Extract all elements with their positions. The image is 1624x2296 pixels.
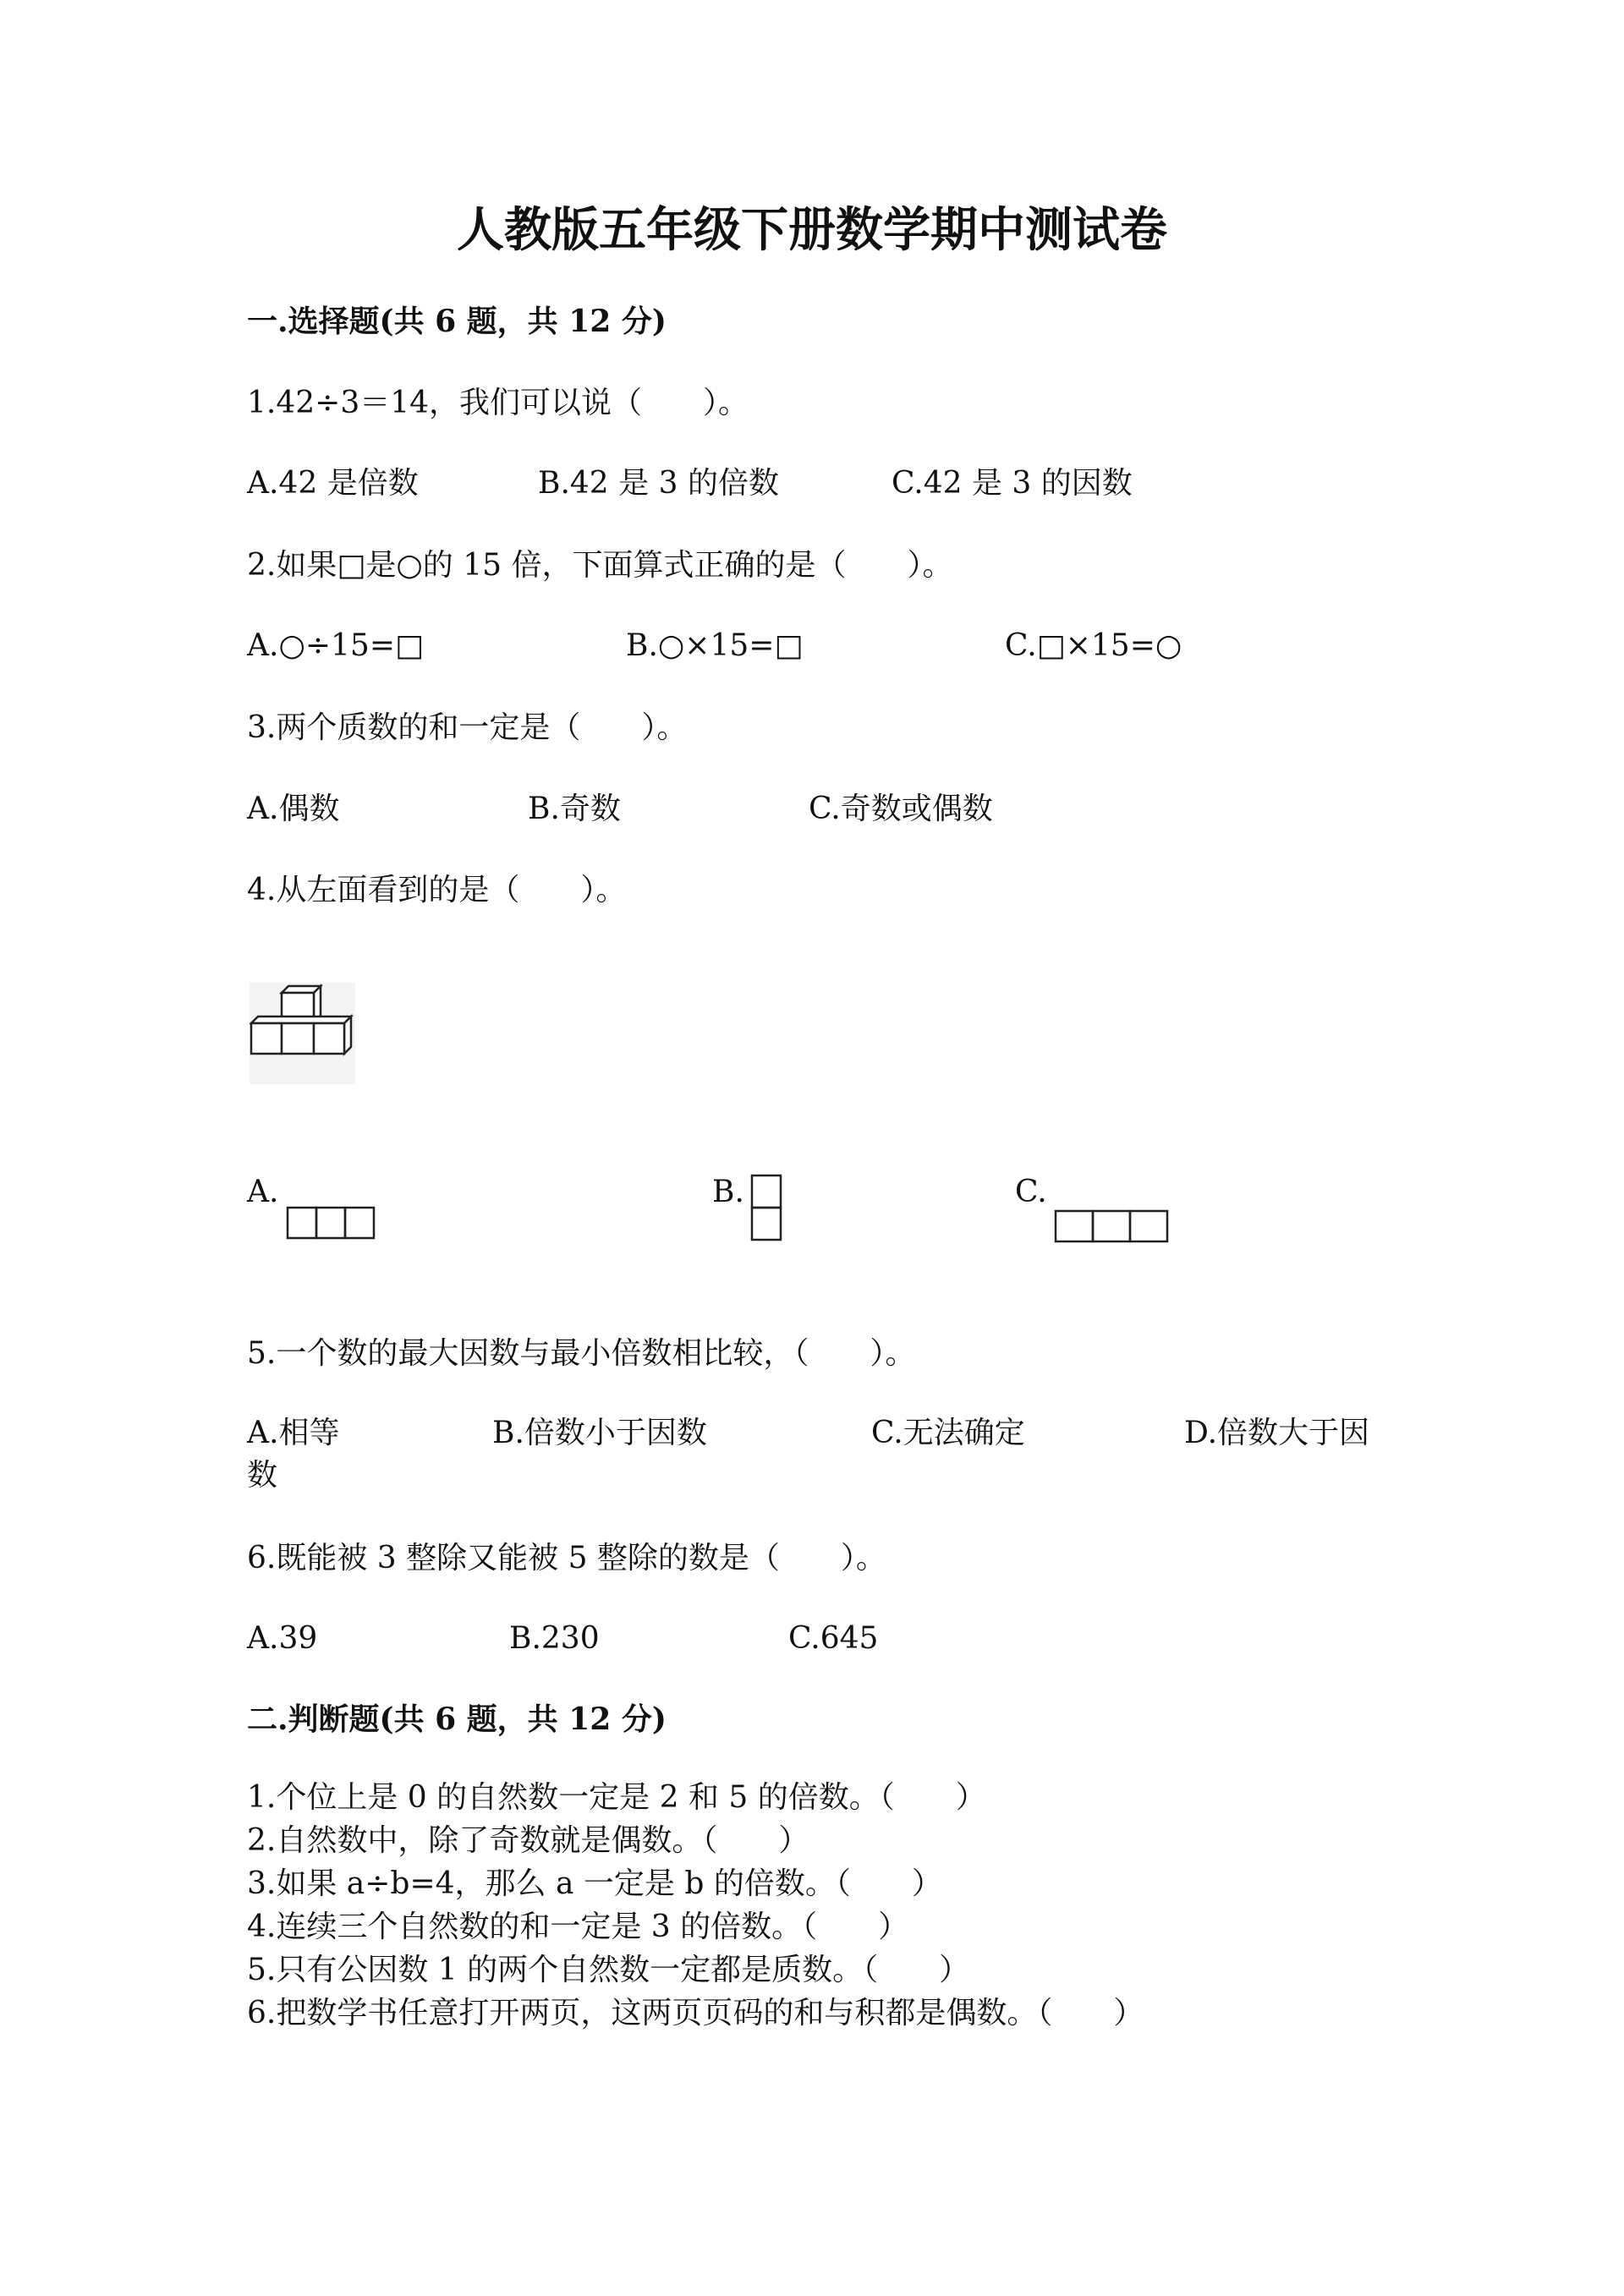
question-5: 5.一个数的最大因数与最小倍数相比较，（ ）。	[247, 1336, 916, 1371]
q3-option-a: A.偶数	[247, 792, 340, 826]
stacked-cubes-figure	[250, 983, 355, 1084]
judge-item-2: 2.自然数中，除了奇数就是偶数。（ ）	[247, 1823, 809, 1858]
q4-option-b: B.	[712, 1175, 744, 1209]
exam-title: 人教版五年级下册数学期中测试卷	[457, 202, 1167, 258]
q5-option-a: A.相等	[247, 1416, 340, 1450]
q4-option-a: A.	[247, 1175, 279, 1209]
q6-option-c: C.645	[788, 1621, 879, 1656]
q1-option-b: B.42 是 3 的倍数	[538, 466, 779, 501]
question-4: 4.从左面看到的是（ ）。	[247, 873, 627, 907]
section-heading-choice: 一.选择题(共 6 题，共 12 分)	[247, 304, 667, 339]
q5-option-d: D.倍数大于因	[1184, 1416, 1370, 1450]
q5-option-c: C.无法确定	[871, 1416, 1025, 1450]
question-2: 2.如果□是○的 15 倍，下面算式正确的是（ ）。	[247, 548, 953, 583]
q2-option-b: B.○×15=□	[626, 628, 804, 663]
q4-option-b-view	[750, 1174, 784, 1245]
q4-option-a-view	[286, 1206, 379, 1241]
judge-item-4: 4.连续三个自然数的和一定是 3 的倍数。（ ）	[247, 1910, 909, 1944]
question-6: 6.既能被 3 整除又能被 5 整除的数是（ ）。	[247, 1541, 886, 1575]
question-3: 3.两个质数的和一定是（ ）。	[247, 710, 688, 745]
q5-option-d-wrap: 数	[247, 1458, 278, 1493]
judge-item-5: 5.只有公因数 1 的两个自然数一定都是质数。（ ）	[247, 1953, 970, 1987]
judge-item-6: 6.把数学书任意打开两页，这两页页码的和与积都是偶数。（ ）	[247, 1996, 1144, 2030]
judge-item-1: 1.个位上是 0 的自然数一定是 2 和 5 的倍数。（ ）	[247, 1780, 986, 1815]
q4-option-c: C.	[1015, 1175, 1047, 1209]
q2-option-c: C.□×15=○	[1005, 628, 1182, 663]
q2-option-a: A.○÷15=□	[247, 628, 425, 663]
question-1: 1.42÷3＝14，我们可以说（ ）。	[247, 386, 749, 420]
q1-option-c: C.42 是 3 的因数	[892, 466, 1133, 501]
q4-option-c-view	[1054, 1209, 1172, 1245]
judge-item-3: 3.如果 a÷b=4，那么 a 一定是 b 的倍数。（ ）	[247, 1866, 942, 1901]
q1-option-a: A.42 是倍数	[247, 466, 419, 501]
q6-option-a: A.39	[247, 1621, 318, 1656]
judge-list	[247, 1776, 1144, 2035]
q5-option-b: B.倍数小于因数	[492, 1416, 707, 1450]
q3-option-c: C.奇数或偶数	[809, 792, 993, 826]
section-heading-judge: 二.判断题(共 6 题，共 12 分)	[247, 1701, 667, 1737]
q6-option-b: B.230	[509, 1621, 600, 1656]
q3-option-b: B.奇数	[528, 792, 621, 826]
